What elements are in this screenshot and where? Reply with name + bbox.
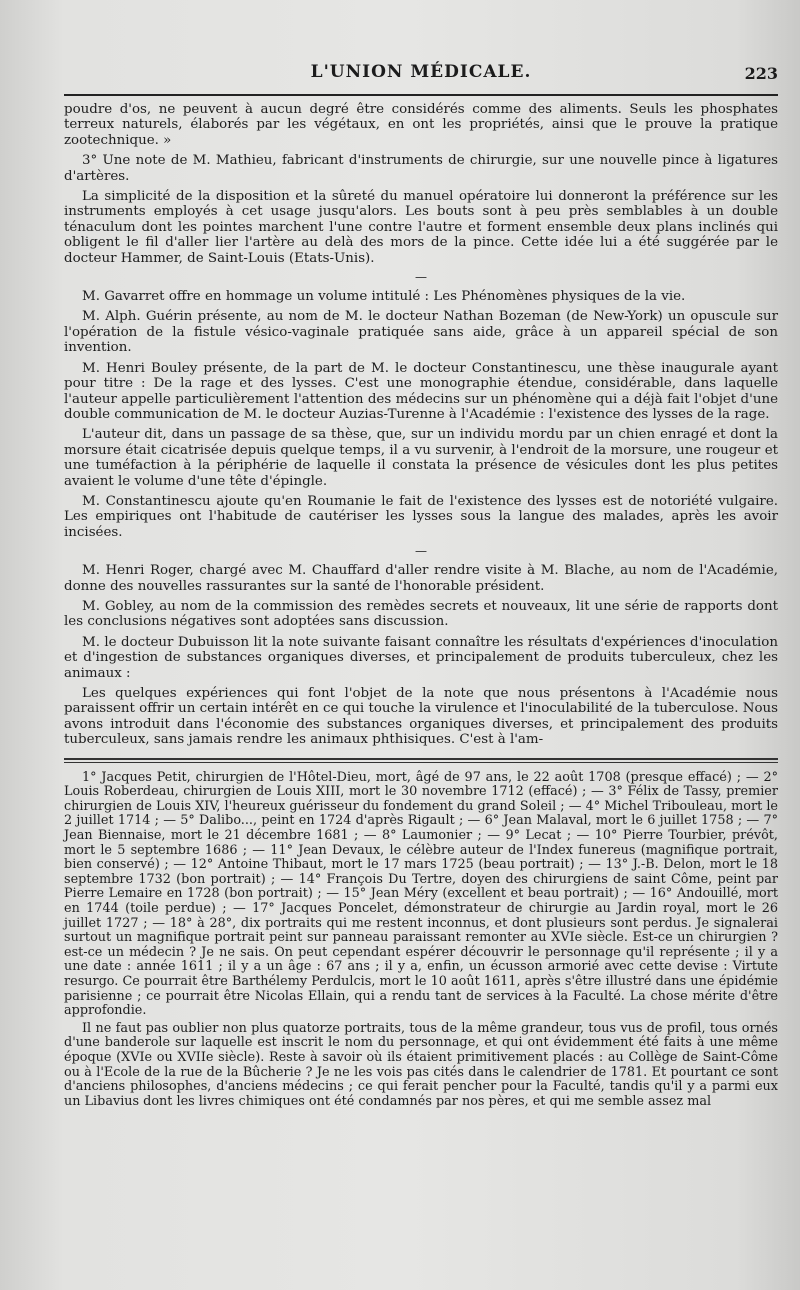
section-separator: — [415, 270, 427, 285]
main-text [64, 102, 778, 748]
footnote-paragraph: 1° Jacques Petit, chirurgien de l'Hôtel-Dieu, mort, âgé de 97 ans, le 22 août 1708 (presque effacé) ; — 2° Louis Roberdeau, chirurgien de Louis XIII, mort le 30 novembre 1712 (effacé) ; — 3° Félix de Tassy, premier chirurgien de Louis XIV, l'heureux guérisseur du fondement du grand Soleil ; — 4° Michel Tribouleau, mort le 2 juillet 1714 ; — 5° Dalibo..., peint en 1724 d'après Rigault ; — 6° Jean Malaval, mort le 6 juillet 1758 ; — 7° Jean Biennaise, mort le 21 décembre 1681 ; — 8° Laumonier ; — 9° Lecat ; — 10° Pierre Tourbier, prévôt, mort le 5 septembre 1686 ; — 11° Jean Devaux, le célèbre auteur de l'Index funereus (magnifique portrait, bien conservé) ; — 12° Antoine Thibaut, mort le 17 mars 1725 (beau portrait) ; — 13° J.-B. Delon, mort le 18 septembre 1732 (bon portrait) ; — 14° François Du Tertre, doyen des chirurgiens de saint Côme, peint par Pierre Lemaire en 1728 (bon portrait) ; — 15° Jean Méry (excellent et beau portrait) ; — 16° Andouillé, mort en 1744 (toile perdue) ; — 17° Jacques Poncelet, démonstrateur de chirurgie au Jardin royal, mort le 26 juillet 1727 ; — 18° à 28°, dix portraits qui me restent inconnus, et dont plusieurs sont perdus. Je signalerai surtout un magnifique portrait peint sur panneau paraissant remonter au XVIe siècle. Est-ce un chirurgien ? est-ce un médecin ? Je ne sais. On peut cependant espérer découvrir le personnage qu'il représente ; il y a une date : année 1611 ; il y a un âge : 67 ans ; il y a, enfin, un écusson armorié avec cette devise : Virtute resurgo. Ce pourrait être Barthélemy Perdulcis, mort le 10 août 1611, après s'être illustré dans une épidémie parisienne ; ce pourrait être Nicolas Ellain, qui a rendu tant de services à la Faculté. La chose mérite d'être approfondie. [64, 769, 778, 1019]
section-separator: — [415, 544, 427, 559]
paragraph: M. Henri Roger, chargé avec M. Chauffard d'aller rendre visite à M. Blache, au nom de l'Académie, donne des nouvelles rassurantes sur la santé de l'honorable président. [64, 563, 778, 594]
page-header [64, 62, 778, 92]
paragraph: M. le docteur Dubuisson lit la note suivante faisant connaître les résultats d'expériences d'inoculation et d'ingestion de substances organiques diverses, et principalement de produits tuberculeux, chez les animaux : [64, 634, 778, 681]
running-title: L'UNION MÉDICALE. [310, 62, 532, 82]
paragraph: Les quelques expériences qui font l'objet de la note que nous présentons à l'Académie nous paraissent offrir un certain intérêt en ce qui touche la virulence et l'inoculabilité de la tuberculose. Nous avons introduit dans l'économie des substances organiques diverses, et principalement des produits tuberculeux, sans jamais rendre les animaux phthisiques. C'est à l'am- [64, 686, 778, 748]
paragraph: M. Gobley, au nom de la commission des remèdes secrets et nouveaux, lit une série de rapports dont les conclusions négatives sont adoptées sans discussion. [64, 598, 778, 630]
paragraph: M. Henri Bouley présente, de la part de M. le docteur Constantinescu, une thèse inaugurale ayant pour titre : De la rage et des lysses. C'est une monographie étendue, considérable, dans laquelle l'auteur appelle particulièrement l'attention des médecins sur un phénomène qui a déjà fait l'objet d'une double communication de M. le docteur Auzias-Turenne à l'Académie : l'existence des lysses de la rage. [64, 360, 778, 422]
paragraph: poudre d'os, ne peuvent à aucun degré être considérés comme des aliments. Seuls les phosphates terreux naturels, élaborés par les végétaux, en ont les propriétés, ainsi que le prouve la pratique zootechnique. » [64, 102, 778, 148]
footnotes [64, 771, 778, 1110]
paragraph: M. Constantinescu ajoute qu'en Roumanie le fait de l'existence des lysses est de notoriété vulgaire. Les empiriques ont l'habitude de cautériser les lysses sous la langue des malades, après les avoir incisées. [64, 493, 778, 540]
paragraph: L'auteur dit, dans un passage de sa thèse, que, sur un individu mordu par un chien enragé et dont la morsure était cicatrisée depuis quelque temps, il a vu survenir, à l'endroit de la morsure, une rougeur et une tuméfaction à la périphérie de laquelle il constata la présence de vésicules dont les plus petites avaient le volume d'une tête d'épingle. [64, 427, 778, 489]
paragraph: M. Gavarret offre en hommage un volume intitulé : Les Phénomènes physiques de la vie. [82, 289, 686, 305]
paragraph: La simplicité de la disposition et la sûreté du manuel opératoire lui donneront la préférence sur les instruments employés à cet usage jusqu'alors. Les bouts sont à peu près semblables à un double ténaculum dont les pointes marchent l'une contre l'autre et forment ensemble deux plans inclinés qui obligent le fil d'aller lier l'artère au delà des mors de la pince. Cette idée lui a été suggérée par le docteur Hammer, de Saint-Louis (Etats-Unis). [64, 189, 778, 266]
page-number: 223 [744, 64, 778, 83]
footnote-rule [64, 758, 778, 763]
paragraph: M. Alph. Guérin présente, au nom de M. le docteur Nathan Bozeman (de New-York) un opuscule sur l'opération de la fistule vésico-vaginale pratiquée sans aide, grâce à un appareil spécial de son invention. [64, 309, 778, 356]
paragraph: 3° Une note de M. Mathieu, fabricant d'instruments de chirurgie, sur une nouvelle pince à ligatures d'artères. [64, 153, 778, 184]
header-rule [64, 94, 778, 96]
footnote-paragraph: Il ne faut pas oublier non plus quatorze portraits, tous de la même grandeur, tous vus de profil, tous ornés d'une banderole sur laquelle est inscrit le nom du personnage, et qui ont évidemment été faits à une même époque (XVIe ou XVIIe siècle). Reste à savoir où ils étaient primitivement placés : au Collège de Saint-Côme ou à l'Ecole de la rue de la Bûcherie ? Je ne les vois pas cités dans le calendrier de 1781. Et pourtant ce sont d'anciens philosophes, d'anciens médecins ; ce qui ferait pencher pour la Faculté, tandis qu'il y a parmi eux un Libavius dont les livres chimiques ont été condamnés par nos pères, et qui me semble assez mal [64, 1020, 778, 1109]
